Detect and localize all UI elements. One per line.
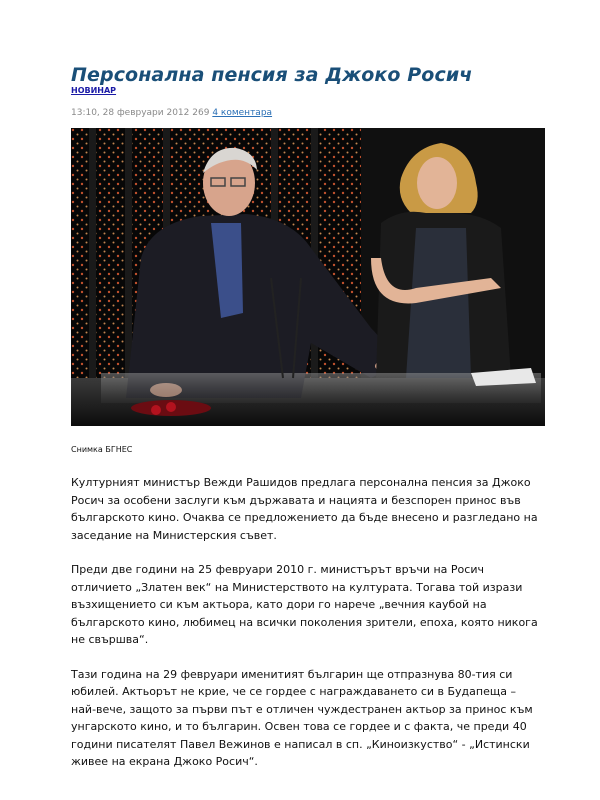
comments-link[interactable]: 4 коментара: [212, 108, 273, 118]
article-photo: [71, 128, 545, 426]
article-date: 13:10, 28 февруари 2012: [71, 108, 190, 118]
photo-caption: Снимка БГНЕС: [71, 445, 133, 454]
article-body: [71, 474, 541, 788]
paragraph: Културният министър Вежди Рашидов предлага персонална пенсия за Джоко Росич за особени заслуги към държавата и нацията и безспорен принос във българското кино. Очаква се предложението да бъде внесено и разгледано на заседание на Министерския съвет.: [71, 476, 538, 542]
paragraph: Преди две години на 25 февруари 2010 г. министърът връчи на Росич отличието „Златен век“ на Министерството на културата. Тогава той изрази възхищението си към актьора, като дори го нарече „вечния каубой на българското кино, любимец на всички поколения зрители, епоха, която никога не свършва“.: [71, 563, 538, 646]
paragraph: Тази година на 29 февруари именитият българин ще отпразнува 80-тия си юбилей. Актьорът не крие, че се гордее с награждаването си в Будапеща – най-вече, защото за първи път е отличен чуждестранен актьор за принос към унгарското кино, и то българин. Освен това се гордее и с факта, че преди 40 години писателят Павел Вежинов е написал в сп. „Киноизкуство“ - „Истински живее на екрана Джоко Росич“.: [71, 667, 533, 768]
category-link[interactable]: НОВИНАР: [71, 86, 117, 95]
article-meta: [71, 108, 272, 118]
article-title: Персонална пенсия за Джоко Росич: [71, 64, 473, 86]
view-count: 269: [192, 108, 210, 118]
